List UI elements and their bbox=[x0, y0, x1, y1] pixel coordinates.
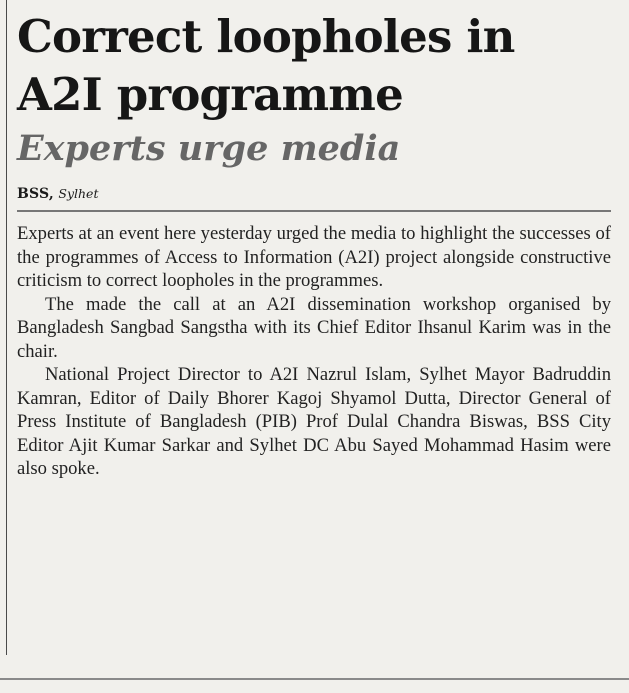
paragraph-3: National Project Director to A2I Nazrul Islam, Sylhet Mayor Badruddin Kamran, Editor of Daily Bhorer Kagoj Shyamol Dutta, Director General of Press Institute of Bangladesh (PIB) Prof Dulal Chandra Biswas, BSS City Editor Ajit Kumar Sarkar and Sylhet DC Abu Sayed Mohammad Hasim were also spoke. bbox=[17, 364, 611, 479]
paragraph-2: The made the call at an A2I dissemination workshop organised by Bangladesh Sangbad Sangstha with its Chief Editor Ihsanul Karim was in the chair. bbox=[17, 293, 611, 362]
paragraph-1: Experts at an event here yesterday urged the media to highlight the successes of the programmes of Access to Information (A2I) project alongside constructive criticism to correct loopholes in the programmes. bbox=[17, 223, 611, 291]
byline-agency: BSS, bbox=[17, 186, 54, 202]
bottom-rule bbox=[0, 678, 629, 680]
column-rule-left bbox=[6, 0, 7, 655]
subheadline: Experts urge media bbox=[17, 128, 401, 169]
headline: Correct loopholes in A2I programme bbox=[17, 10, 515, 121]
news-article bbox=[17, 8, 611, 481]
article-body bbox=[17, 222, 611, 481]
byline-location: Sylhet bbox=[58, 186, 99, 201]
byline bbox=[17, 184, 611, 212]
